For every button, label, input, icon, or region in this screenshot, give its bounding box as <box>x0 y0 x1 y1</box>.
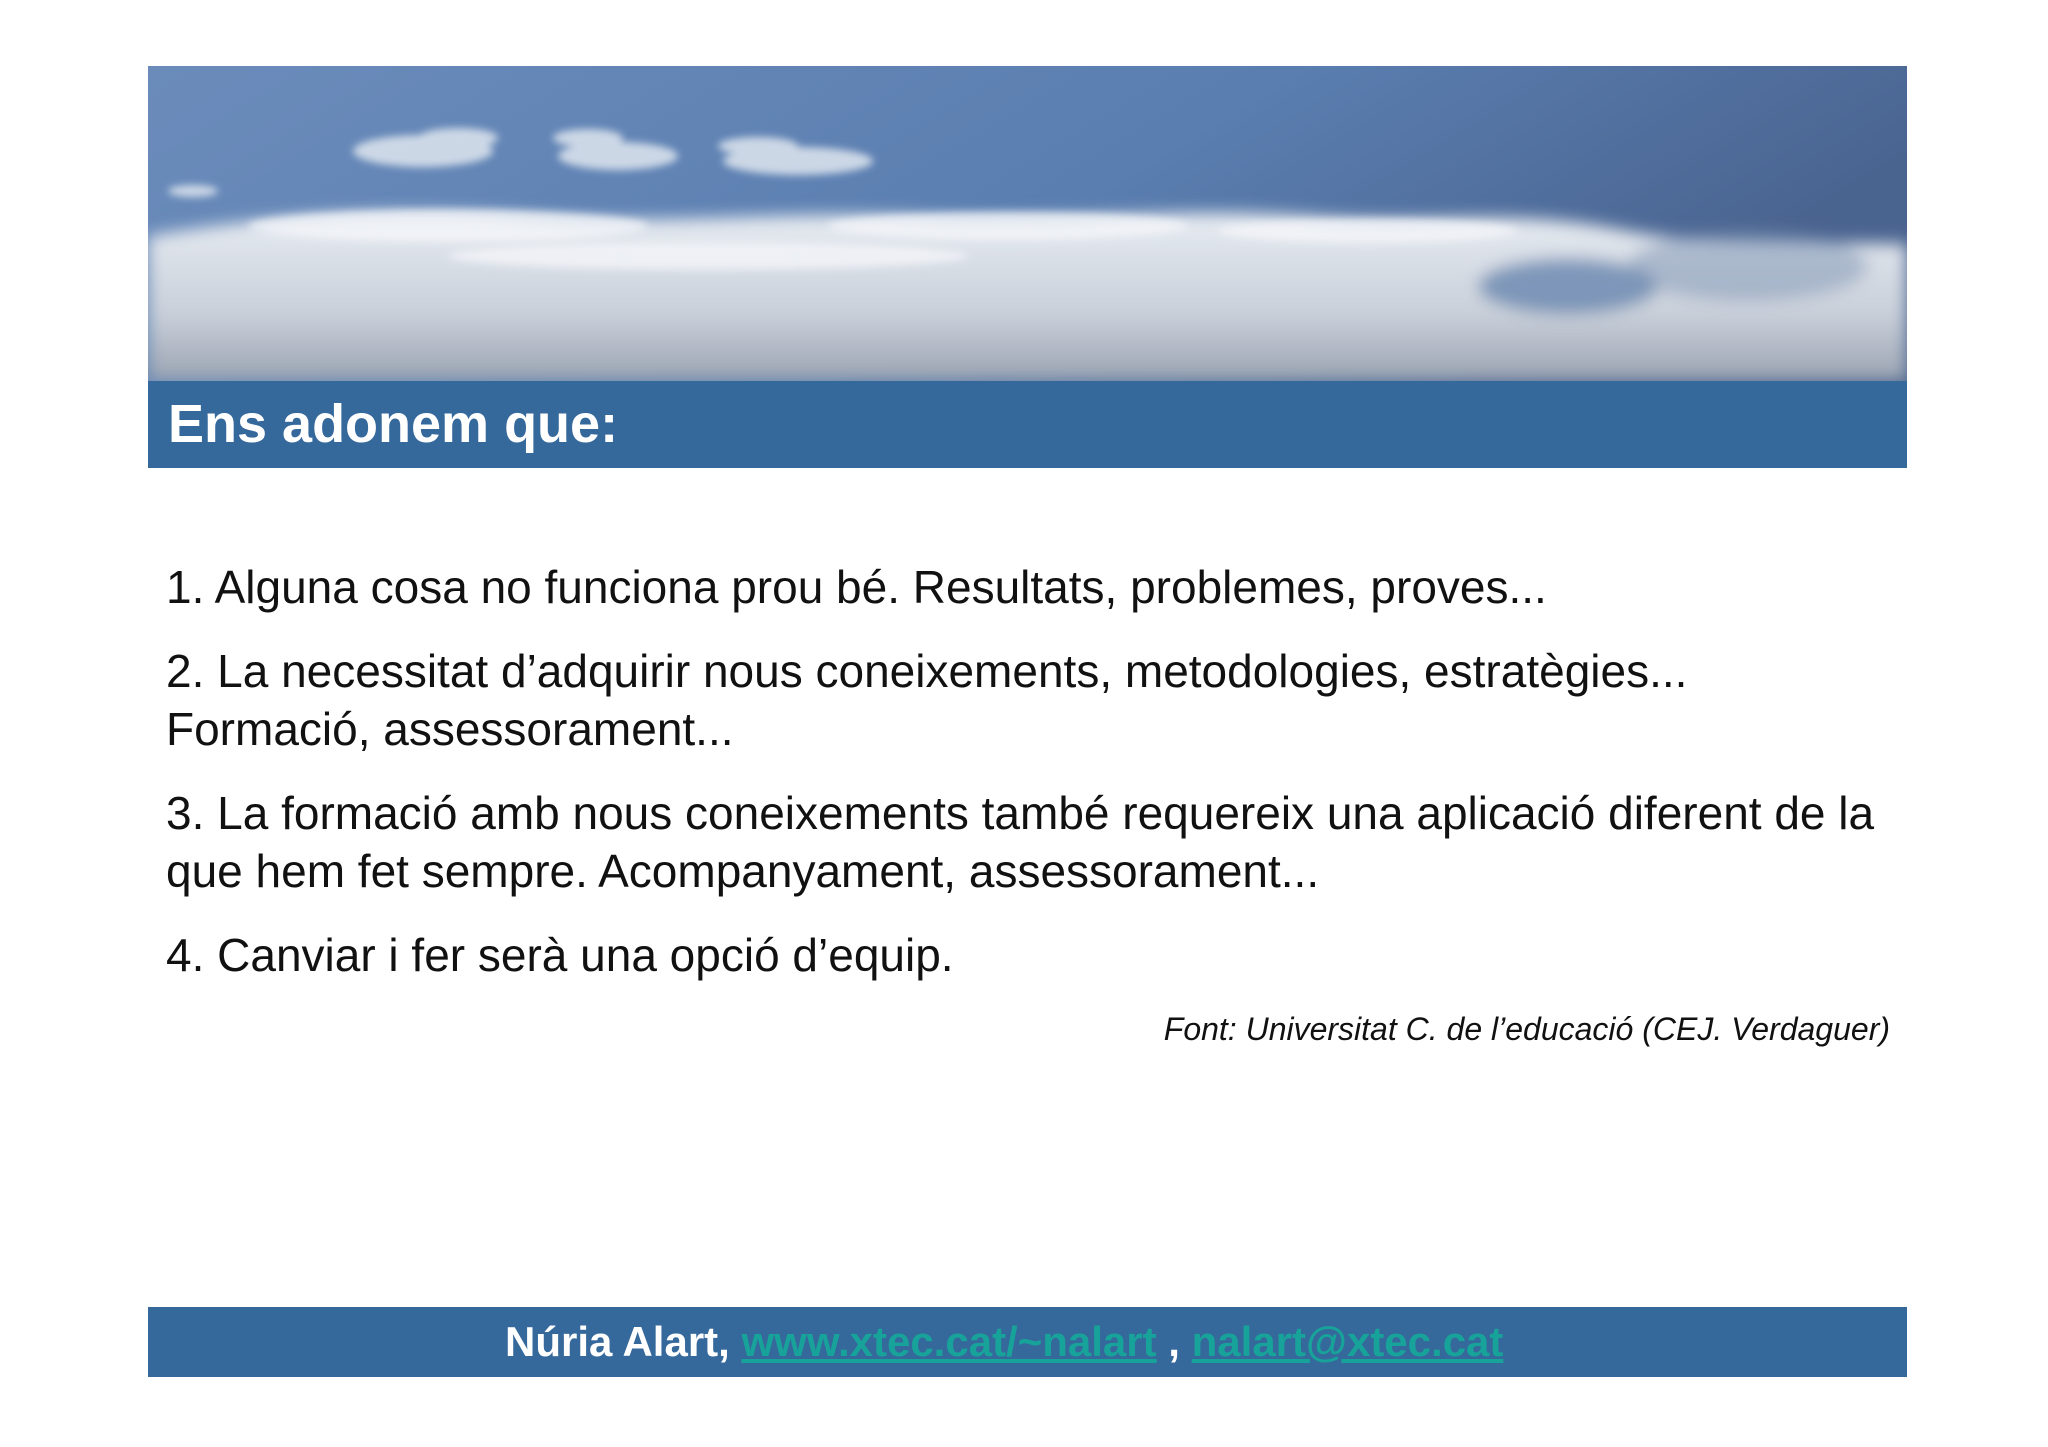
item-list <box>166 558 1896 1010</box>
title-bar <box>148 381 1907 468</box>
footer-separator: , <box>1168 1318 1180 1365</box>
list-item: 3. La formació amb nous coneixements també requereix una aplicació diferent de la que hem fet sempre. Acompanyament, assessorament... <box>166 787 1875 897</box>
list-item: 4. Canviar i fer serà una opció d’equip. <box>166 929 954 981</box>
footer-bar <box>148 1307 1907 1377</box>
email-link[interactable]: nalart@xtec.cat <box>1191 1318 1504 1365</box>
list-item: 2. La necessitat d’adquirir nous coneixements, metodologies, estratègies... Formació, assessorament... <box>166 645 1688 755</box>
website-link[interactable]: www.xtec.cat/~nalart <box>741 1318 1157 1365</box>
slide-title: Ens adonem que: <box>168 394 619 454</box>
source-citation: Font: Universitat C. de l’educació (CEJ. Verdaguer) <box>1163 1011 1890 1047</box>
sky-banner-image <box>148 66 1907 381</box>
footer-content <box>505 1317 1503 1367</box>
list-item: 1. Alguna cosa no funciona prou bé. Resultats, problemes, proves... <box>166 561 1547 613</box>
footer-author: Núria Alart, <box>505 1318 730 1365</box>
